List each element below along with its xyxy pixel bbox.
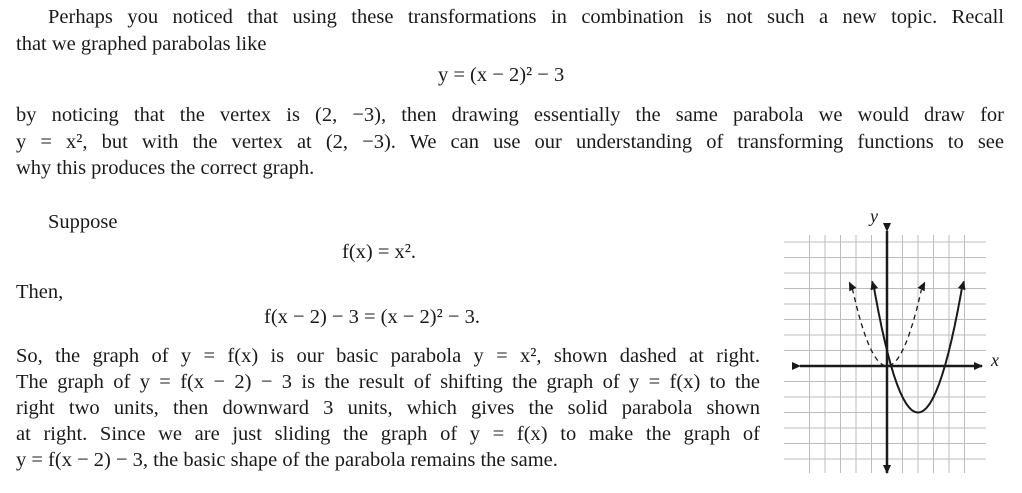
then-label: Then, — [16, 281, 64, 303]
paragraph1-line2: that we graphed parabolas like — [16, 33, 267, 55]
parabola-graph — [778, 205, 1008, 480]
equation-shifted-f: f(x − 2) − 3 = (x − 2)² − 3. — [264, 306, 480, 328]
paragraph2-line2: y = x², but with the vertex at (2, −3). We can use our understanding of transforming functions to see — [16, 131, 1004, 153]
graph-grid — [784, 235, 986, 473]
equation-vertex-form: y = (x − 2)² − 3 — [438, 64, 565, 86]
solid-parabola-right-arrow — [962, 282, 964, 289]
dashed-parabola-right-arrow — [922, 283, 925, 289]
graph-curves — [849, 282, 963, 413]
solid-parabola-left-arrow — [872, 282, 874, 289]
paragraph3-line1: So, the graph of y = f(x) is our basic parabola y = x², shown dashed at right. — [16, 345, 760, 367]
equation-f-definition: f(x) = x². — [342, 241, 417, 263]
paragraph2-line1: by noticing that the vertex is (2, −3), then drawing essentially the same parabola we would draw for — [16, 104, 1004, 126]
paragraph3-line2: The graph of y = f(x − 2) − 3 is the result of shifting the graph of y = f(x) to the — [16, 371, 760, 393]
dashed-parabola-left-arrow — [849, 283, 852, 289]
paragraph2-line3: why this produces the correct graph. — [16, 157, 315, 179]
suppose-label: Suppose — [48, 211, 118, 233]
x-axis-label: x — [991, 350, 999, 370]
y-axis-label: y — [870, 206, 878, 226]
paragraph3-line4: at right. Since we are just sliding the graph of y = f(x) to make the graph of — [16, 423, 760, 445]
paragraph3-line5: y = f(x − 2) − 3, the basic shape of the parabola remains the same. — [16, 449, 558, 471]
paragraph3-line3: right two units, then downward 3 units, which gives the solid parabola shown — [16, 397, 760, 419]
paragraph1-line1: Perhaps you noticed that using these transformations in combination is not such a new topic. Recall — [48, 6, 1004, 28]
graph-axes — [800, 231, 982, 473]
